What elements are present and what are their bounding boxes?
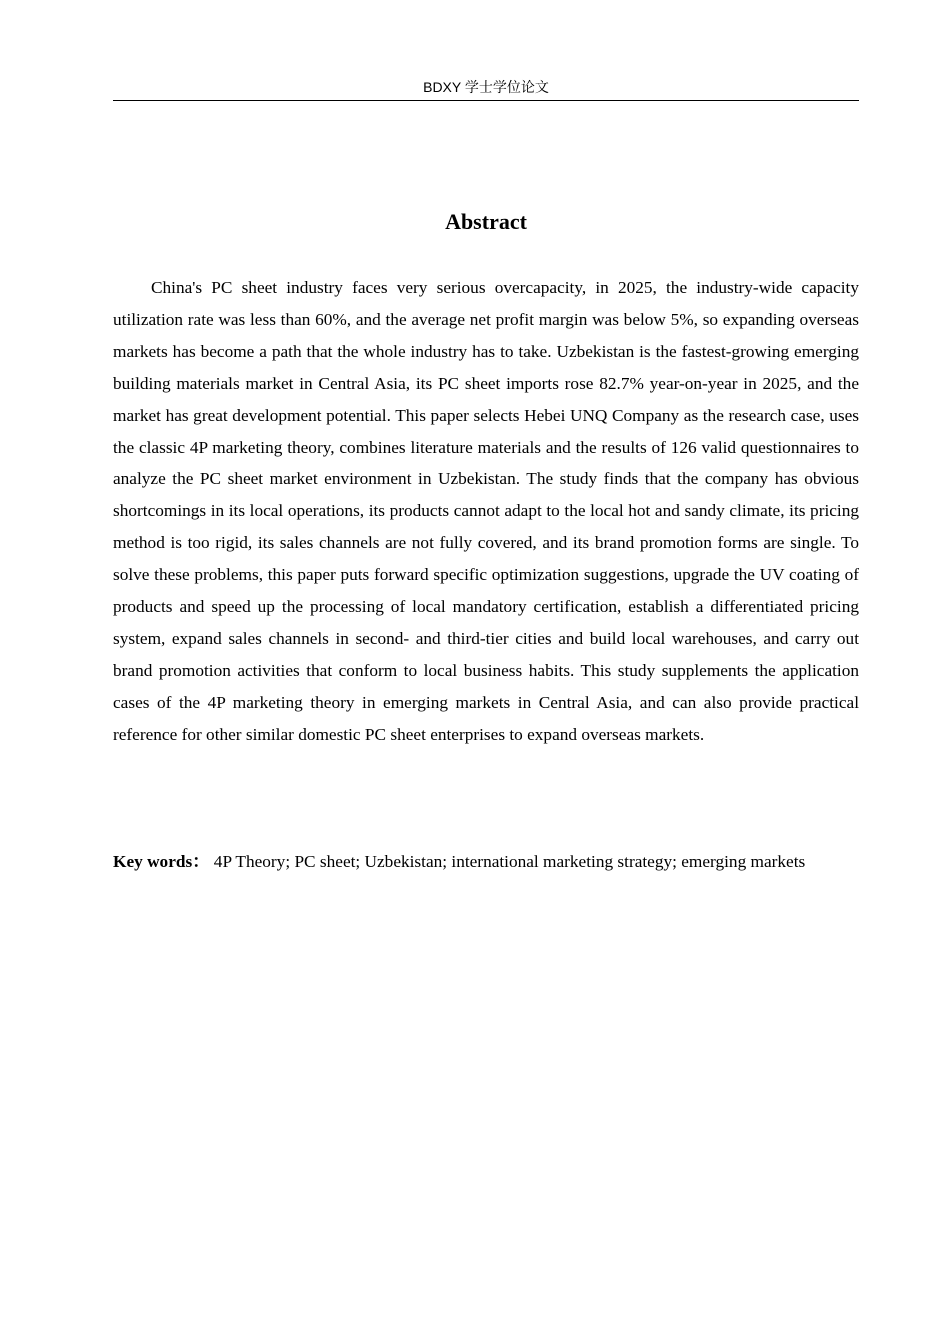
abstract-body: China's PC sheet industry faces very serious overcapacity, in 2025, the industry-wide capacity utilization rate was less than 60%, and the average net profit margin was below 5%, so expanding overseas markets has become a path that the whole industry has to take. Uzbekistan is the fastest-growing emerging building materials market in Central Asia, its PC sheet imports rose 82.7% year-on-year in 2025, and the market has great development potential. This paper selects Hebei UNQ Company as the research case, uses the classic 4P marketing theory, combines literature materials and the results of 126 valid questionnaires to analyze the PC sheet market environment in Uzbekistan. The study finds that the company has obvious shortcomings in its local operations, its products cannot adapt to the local hot and sandy climate, its pricing method is too rigid, its sales channels are not fully covered, and its brand promotion forms are single. To solve these problems, this paper puts forward specific optimization suggestions, upgrade the UV coating of products and speed up the processing of local mandatory certification, establish a differentiated pricing system, expand sales channels in second- and third-tier cities and build local warehouses, and carry out brand promotion activities that conform to local business habits. This study supplements the application cases of the 4P marketing theory in emerging markets in Central Asia, and can also provide practical reference for other similar domestic PC sheet enterprises to expand overseas markets. [113,278,859,744]
keywords-text: 4P Theory; PC sheet; Uzbekistan; international marketing strategy; emerging markets [209,852,806,871]
keywords-paragraph [113,846,859,878]
running-header: BDXY 学士学位论文 [423,79,549,95]
keywords-label: Key words： [113,852,210,871]
header-rule [113,100,859,101]
abstract-title: Abstract [445,209,527,234]
